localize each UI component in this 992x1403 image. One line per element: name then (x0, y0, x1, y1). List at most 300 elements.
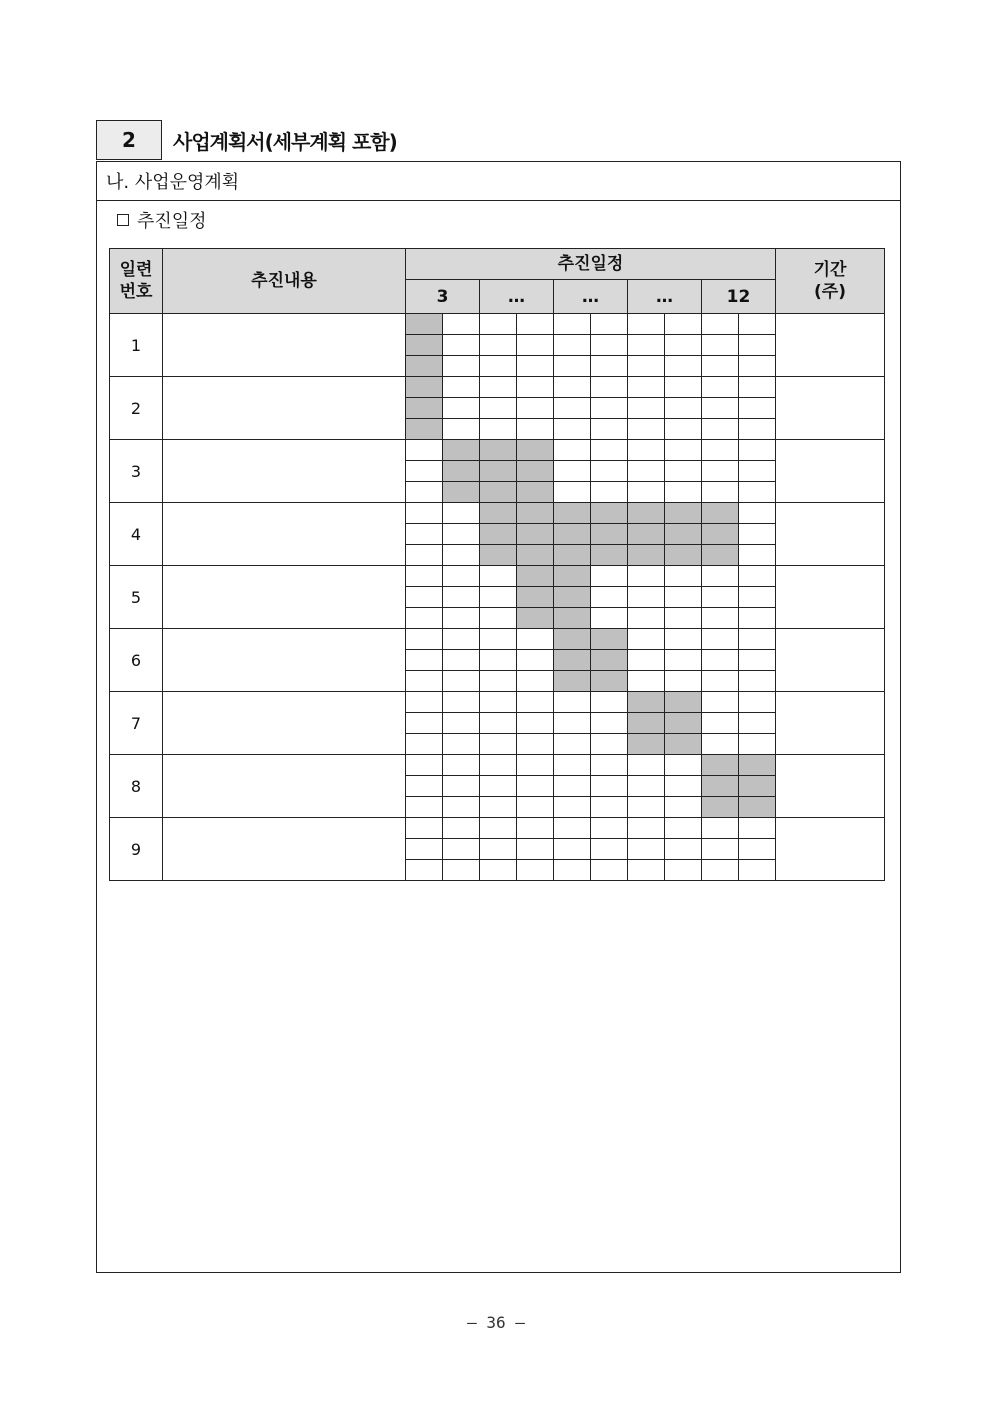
schedule-cell[interactable] (739, 818, 776, 839)
schedule-cell[interactable] (406, 608, 443, 629)
schedule-cell[interactable] (702, 797, 739, 818)
schedule-cell[interactable] (480, 419, 517, 440)
schedule-cell[interactable] (406, 734, 443, 755)
schedule-cell[interactable] (443, 503, 480, 524)
schedule-cell[interactable] (406, 671, 443, 692)
schedule-cell[interactable] (517, 356, 554, 377)
schedule-cell[interactable] (665, 398, 702, 419)
schedule-cell[interactable] (554, 713, 591, 734)
schedule-cell[interactable] (702, 713, 739, 734)
schedule-cell[interactable] (480, 608, 517, 629)
schedule-cell[interactable] (443, 377, 480, 398)
schedule-cell[interactable] (480, 860, 517, 881)
content-cell[interactable] (163, 629, 406, 692)
schedule-cell[interactable] (480, 461, 517, 482)
schedule-cell[interactable] (591, 776, 628, 797)
schedule-cell[interactable] (443, 734, 480, 755)
schedule-cell[interactable] (406, 860, 443, 881)
duration-cell[interactable] (776, 503, 885, 566)
schedule-cell[interactable] (591, 314, 628, 335)
schedule-cell[interactable] (480, 650, 517, 671)
duration-cell[interactable] (776, 755, 885, 818)
content-cell[interactable] (163, 377, 406, 440)
schedule-cell[interactable] (628, 398, 665, 419)
schedule-cell[interactable] (406, 839, 443, 860)
schedule-cell[interactable] (739, 839, 776, 860)
schedule-cell[interactable] (702, 692, 739, 713)
schedule-cell[interactable] (702, 671, 739, 692)
schedule-cell[interactable] (480, 566, 517, 587)
schedule-cell[interactable] (591, 587, 628, 608)
schedule-cell[interactable] (517, 503, 554, 524)
schedule-cell[interactable] (443, 356, 480, 377)
schedule-cell[interactable] (739, 524, 776, 545)
schedule-cell[interactable] (739, 797, 776, 818)
schedule-cell[interactable] (739, 650, 776, 671)
schedule-cell[interactable] (665, 713, 702, 734)
table-row (110, 440, 885, 461)
month-header: 3 (406, 280, 480, 314)
schedule-cell[interactable] (628, 503, 665, 524)
schedule-cell[interactable] (739, 335, 776, 356)
schedule-cell[interactable] (554, 398, 591, 419)
schedule-cell[interactable] (628, 566, 665, 587)
schedule-cell[interactable] (702, 419, 739, 440)
schedule-cell[interactable] (443, 566, 480, 587)
schedule-cell[interactable] (517, 818, 554, 839)
schedule-cell[interactable] (517, 839, 554, 860)
duration-cell[interactable] (776, 818, 885, 881)
schedule-cell[interactable] (443, 545, 480, 566)
schedule-cell[interactable] (480, 587, 517, 608)
schedule-cell[interactable] (628, 461, 665, 482)
schedule-cell[interactable] (443, 713, 480, 734)
schedule-cell[interactable] (443, 797, 480, 818)
schedule-cell[interactable] (443, 461, 480, 482)
schedule-cell[interactable] (702, 755, 739, 776)
schedule-cell[interactable] (739, 545, 776, 566)
schedule-cell[interactable] (628, 650, 665, 671)
schedule-cell[interactable] (628, 860, 665, 881)
schedule-cell[interactable] (443, 671, 480, 692)
schedule-cell[interactable] (480, 524, 517, 545)
schedule-cell[interactable] (628, 776, 665, 797)
schedule-cell[interactable] (480, 797, 517, 818)
schedule-cell[interactable] (591, 650, 628, 671)
schedule-cell[interactable] (406, 377, 443, 398)
schedule-cell[interactable] (739, 755, 776, 776)
schedule-cell[interactable] (480, 629, 517, 650)
serial-number-cell: 9 (110, 818, 163, 881)
schedule-cell[interactable] (702, 356, 739, 377)
schedule-cell[interactable] (739, 377, 776, 398)
schedule-cell[interactable] (480, 545, 517, 566)
schedule-cell[interactable] (517, 545, 554, 566)
schedule-cell[interactable] (517, 461, 554, 482)
schedule-cell[interactable] (517, 440, 554, 461)
schedule-cell[interactable] (480, 776, 517, 797)
schedule-cell[interactable] (406, 587, 443, 608)
schedule-cell[interactable] (443, 776, 480, 797)
schedule-cell[interactable] (591, 860, 628, 881)
schedule-cell[interactable] (739, 608, 776, 629)
schedule-cell[interactable] (665, 608, 702, 629)
schedule-cell[interactable] (628, 440, 665, 461)
serial-number-cell: 7 (110, 692, 163, 755)
schedule-cell[interactable] (443, 335, 480, 356)
schedule-cell[interactable] (702, 335, 739, 356)
schedule-cell[interactable] (702, 524, 739, 545)
content-cell[interactable] (163, 755, 406, 818)
schedule-cell[interactable] (702, 608, 739, 629)
schedule-cell[interactable] (665, 860, 702, 881)
schedule-cell[interactable] (554, 461, 591, 482)
schedule-cell[interactable] (702, 734, 739, 755)
schedule-cell[interactable] (554, 482, 591, 503)
schedule-cell[interactable] (665, 377, 702, 398)
schedule-cell[interactable] (443, 398, 480, 419)
schedule-cell[interactable] (406, 314, 443, 335)
schedule-cell[interactable] (628, 482, 665, 503)
schedule-cell[interactable] (517, 713, 554, 734)
schedule-cell[interactable] (739, 860, 776, 881)
schedule-cell[interactable] (665, 734, 702, 755)
serial-number-cell: 2 (110, 377, 163, 440)
schedule-cell[interactable] (702, 440, 739, 461)
schedule-cell[interactable] (554, 860, 591, 881)
schedule-cell[interactable] (739, 419, 776, 440)
duration-cell[interactable] (776, 692, 885, 755)
schedule-cell[interactable] (406, 335, 443, 356)
schedule-cell[interactable] (406, 713, 443, 734)
content-cell[interactable] (163, 566, 406, 629)
schedule-cell[interactable] (480, 818, 517, 839)
content-cell[interactable] (163, 692, 406, 755)
schedule-cell[interactable] (702, 398, 739, 419)
duration-cell[interactable] (776, 566, 885, 629)
schedule-cell[interactable] (665, 692, 702, 713)
schedule-cell[interactable] (443, 755, 480, 776)
schedule-cell[interactable] (554, 503, 591, 524)
schedule-cell[interactable] (443, 608, 480, 629)
schedule-cell[interactable] (665, 650, 702, 671)
schedule-cell[interactable] (628, 755, 665, 776)
schedule-cell[interactable] (665, 503, 702, 524)
schedule-cell[interactable] (480, 314, 517, 335)
schedule-cell[interactable] (517, 671, 554, 692)
schedule-cell[interactable] (739, 671, 776, 692)
schedule-cell[interactable] (628, 356, 665, 377)
schedule-cell[interactable] (591, 608, 628, 629)
schedule-cell[interactable] (406, 650, 443, 671)
schedule-cell[interactable] (702, 545, 739, 566)
schedule-cell[interactable] (517, 314, 554, 335)
schedule-cell[interactable] (665, 545, 702, 566)
schedule-cell[interactable] (406, 545, 443, 566)
schedule-cell[interactable] (517, 419, 554, 440)
schedule-cell[interactable] (665, 524, 702, 545)
section-number-box: 2 (96, 120, 162, 160)
schedule-cell[interactable] (517, 482, 554, 503)
schedule-cell[interactable] (702, 566, 739, 587)
schedule-cell[interactable] (702, 377, 739, 398)
schedule-cell[interactable] (591, 335, 628, 356)
schedule-cell[interactable] (517, 755, 554, 776)
schedule-cell[interactable] (591, 839, 628, 860)
schedule-cell[interactable] (702, 650, 739, 671)
schedule-cell[interactable] (591, 545, 628, 566)
schedule-cell[interactable] (628, 335, 665, 356)
schedule-cell[interactable] (554, 797, 591, 818)
schedule-cell[interactable] (591, 524, 628, 545)
schedule-cell[interactable] (739, 713, 776, 734)
schedule-cell[interactable] (591, 419, 628, 440)
schedule-cell[interactable] (665, 797, 702, 818)
schedule-cell[interactable] (554, 377, 591, 398)
table-row (110, 566, 885, 587)
schedule-cell[interactable] (480, 734, 517, 755)
schedule-cell[interactable] (591, 356, 628, 377)
schedule-cell[interactable] (406, 524, 443, 545)
schedule-cell[interactable] (406, 566, 443, 587)
schedule-cell[interactable] (665, 566, 702, 587)
schedule-cell[interactable] (406, 797, 443, 818)
schedule-cell[interactable] (628, 419, 665, 440)
schedule-cell[interactable] (554, 566, 591, 587)
schedule-cell[interactable] (554, 608, 591, 629)
schedule-cell[interactable] (628, 671, 665, 692)
header-schedule: 추진일정 (406, 249, 776, 280)
content-cell[interactable] (163, 503, 406, 566)
schedule-cell[interactable] (517, 608, 554, 629)
schedule-cell[interactable] (443, 440, 480, 461)
schedule-cell[interactable] (665, 818, 702, 839)
schedule-cell[interactable] (591, 461, 628, 482)
schedule-cell[interactable] (702, 587, 739, 608)
schedule-cell[interactable] (591, 713, 628, 734)
content-cell[interactable] (163, 818, 406, 881)
duration-cell[interactable] (776, 629, 885, 692)
schedule-cell[interactable] (665, 314, 702, 335)
duration-cell[interactable] (776, 377, 885, 440)
schedule-cell[interactable] (406, 776, 443, 797)
schedule-cell[interactable] (591, 503, 628, 524)
schedule-cell[interactable] (702, 629, 739, 650)
schedule-cell[interactable] (702, 461, 739, 482)
schedule-cell[interactable] (554, 545, 591, 566)
schedule-cell[interactable] (517, 587, 554, 608)
schedule-cell[interactable] (628, 587, 665, 608)
schedule-cell[interactable] (739, 734, 776, 755)
schedule-cell[interactable] (480, 356, 517, 377)
schedule-cell[interactable] (591, 818, 628, 839)
schedule-cell[interactable] (480, 755, 517, 776)
schedule-cell[interactable] (628, 734, 665, 755)
schedule-cell[interactable] (443, 650, 480, 671)
schedule-cell[interactable] (702, 776, 739, 797)
serial-number-cell: 6 (110, 629, 163, 692)
schedule-cell[interactable] (591, 671, 628, 692)
schedule-cell[interactable] (443, 587, 480, 608)
schedule-cell[interactable] (406, 755, 443, 776)
schedule-cell[interactable] (739, 461, 776, 482)
schedule-cell[interactable] (517, 377, 554, 398)
schedule-cell[interactable] (406, 440, 443, 461)
schedule-cell[interactable] (517, 692, 554, 713)
schedule-cell[interactable] (554, 839, 591, 860)
schedule-cell[interactable] (443, 629, 480, 650)
schedule-cell[interactable] (480, 335, 517, 356)
schedule-cell[interactable] (554, 755, 591, 776)
schedule-cell[interactable] (628, 524, 665, 545)
schedule-cell[interactable] (591, 629, 628, 650)
schedule-cell[interactable] (739, 440, 776, 461)
schedule-cell[interactable] (665, 461, 702, 482)
schedule-cell[interactable] (554, 440, 591, 461)
month-header: … (628, 280, 702, 314)
schedule-cell[interactable] (665, 839, 702, 860)
schedule-cell[interactable] (406, 356, 443, 377)
schedule-cell[interactable] (406, 419, 443, 440)
schedule-cell[interactable] (591, 440, 628, 461)
schedule-cell[interactable] (443, 860, 480, 881)
schedule-cell[interactable] (517, 566, 554, 587)
schedule-cell[interactable] (665, 671, 702, 692)
schedule-cell[interactable] (665, 629, 702, 650)
schedule-cell[interactable] (628, 692, 665, 713)
schedule-cell[interactable] (591, 755, 628, 776)
schedule-cell[interactable] (665, 356, 702, 377)
schedule-cell[interactable] (554, 650, 591, 671)
duration-cell[interactable] (776, 314, 885, 377)
schedule-cell[interactable] (739, 398, 776, 419)
schedule-cell[interactable] (406, 461, 443, 482)
schedule-cell[interactable] (443, 839, 480, 860)
schedule-cell[interactable] (554, 524, 591, 545)
content-cell[interactable] (163, 314, 406, 377)
schedule-cell[interactable] (591, 692, 628, 713)
schedule-cell[interactable] (628, 377, 665, 398)
schedule-cell[interactable] (665, 587, 702, 608)
schedule-cell[interactable] (702, 482, 739, 503)
schedule-cell[interactable] (665, 419, 702, 440)
schedule-cell[interactable] (517, 524, 554, 545)
schedule-cell[interactable] (517, 797, 554, 818)
schedule-cell[interactable] (517, 776, 554, 797)
schedule-cell[interactable] (739, 776, 776, 797)
schedule-cell[interactable] (665, 776, 702, 797)
schedule-cell[interactable] (517, 398, 554, 419)
schedule-cell[interactable] (517, 335, 554, 356)
schedule-cell[interactable] (480, 671, 517, 692)
schedule-cell[interactable] (480, 503, 517, 524)
schedule-cell[interactable] (443, 692, 480, 713)
schedule-cell[interactable] (554, 335, 591, 356)
schedule-cell[interactable] (554, 587, 591, 608)
schedule-cell[interactable] (739, 692, 776, 713)
schedule-cell[interactable] (739, 587, 776, 608)
schedule-cell[interactable] (406, 818, 443, 839)
header-serial: 일련 번호 (110, 249, 163, 314)
schedule-cell[interactable] (665, 755, 702, 776)
schedule-cell[interactable] (739, 629, 776, 650)
schedule-cell[interactable] (554, 419, 591, 440)
schedule-cell[interactable] (739, 566, 776, 587)
schedule-cell[interactable] (554, 629, 591, 650)
schedule-cell[interactable] (628, 797, 665, 818)
schedule-cell[interactable] (406, 398, 443, 419)
schedule-cell[interactable] (591, 566, 628, 587)
schedule-cell[interactable] (591, 377, 628, 398)
schedule-cell[interactable] (628, 839, 665, 860)
schedule-cell[interactable] (517, 734, 554, 755)
schedule-cell[interactable] (406, 692, 443, 713)
schedule-cell[interactable] (628, 713, 665, 734)
schedule-cell[interactable] (554, 314, 591, 335)
schedule-cell[interactable] (665, 440, 702, 461)
serial-number-cell: 1 (110, 314, 163, 377)
schedule-cell[interactable] (406, 629, 443, 650)
schedule-cell[interactable] (554, 356, 591, 377)
schedule-cell[interactable] (591, 398, 628, 419)
schedule-cell[interactable] (554, 734, 591, 755)
schedule-cell[interactable] (702, 503, 739, 524)
schedule-cell[interactable] (480, 713, 517, 734)
schedule-cell[interactable] (628, 629, 665, 650)
schedule-cell[interactable] (480, 398, 517, 419)
schedule-cell[interactable] (554, 776, 591, 797)
schedule-cell[interactable] (702, 860, 739, 881)
schedule-cell[interactable] (628, 545, 665, 566)
schedule-cell[interactable] (554, 818, 591, 839)
schedule-cell[interactable] (739, 314, 776, 335)
schedule-cell[interactable] (443, 314, 480, 335)
schedule-cell[interactable] (443, 482, 480, 503)
schedule-cell[interactable] (517, 650, 554, 671)
schedule-cell[interactable] (406, 482, 443, 503)
schedule-cell[interactable] (517, 860, 554, 881)
schedule-cell[interactable] (554, 692, 591, 713)
schedule-cell[interactable] (628, 818, 665, 839)
schedule-cell[interactable] (739, 356, 776, 377)
schedule-cell[interactable] (480, 377, 517, 398)
schedule-cell[interactable] (591, 482, 628, 503)
schedule-cell[interactable] (480, 482, 517, 503)
schedule-cell[interactable] (739, 482, 776, 503)
schedule-cell[interactable] (665, 482, 702, 503)
schedule-cell[interactable] (702, 818, 739, 839)
schedule-cell[interactable] (443, 419, 480, 440)
schedule-cell[interactable] (517, 629, 554, 650)
schedule-cell[interactable] (554, 671, 591, 692)
schedule-cell[interactable] (591, 734, 628, 755)
schedule-cell[interactable] (628, 608, 665, 629)
schedule-cell[interactable] (443, 818, 480, 839)
schedule-cell[interactable] (702, 839, 739, 860)
content-cell[interactable] (163, 440, 406, 503)
schedule-cell[interactable] (480, 692, 517, 713)
schedule-cell[interactable] (665, 335, 702, 356)
schedule-cell[interactable] (591, 797, 628, 818)
schedule-cell[interactable] (628, 314, 665, 335)
schedule-cell[interactable] (406, 503, 443, 524)
duration-cell[interactable] (776, 440, 885, 503)
schedule-cell[interactable] (739, 503, 776, 524)
schedule-cell[interactable] (443, 524, 480, 545)
schedule-cell[interactable] (480, 440, 517, 461)
schedule-cell[interactable] (702, 314, 739, 335)
schedule-cell[interactable] (480, 839, 517, 860)
